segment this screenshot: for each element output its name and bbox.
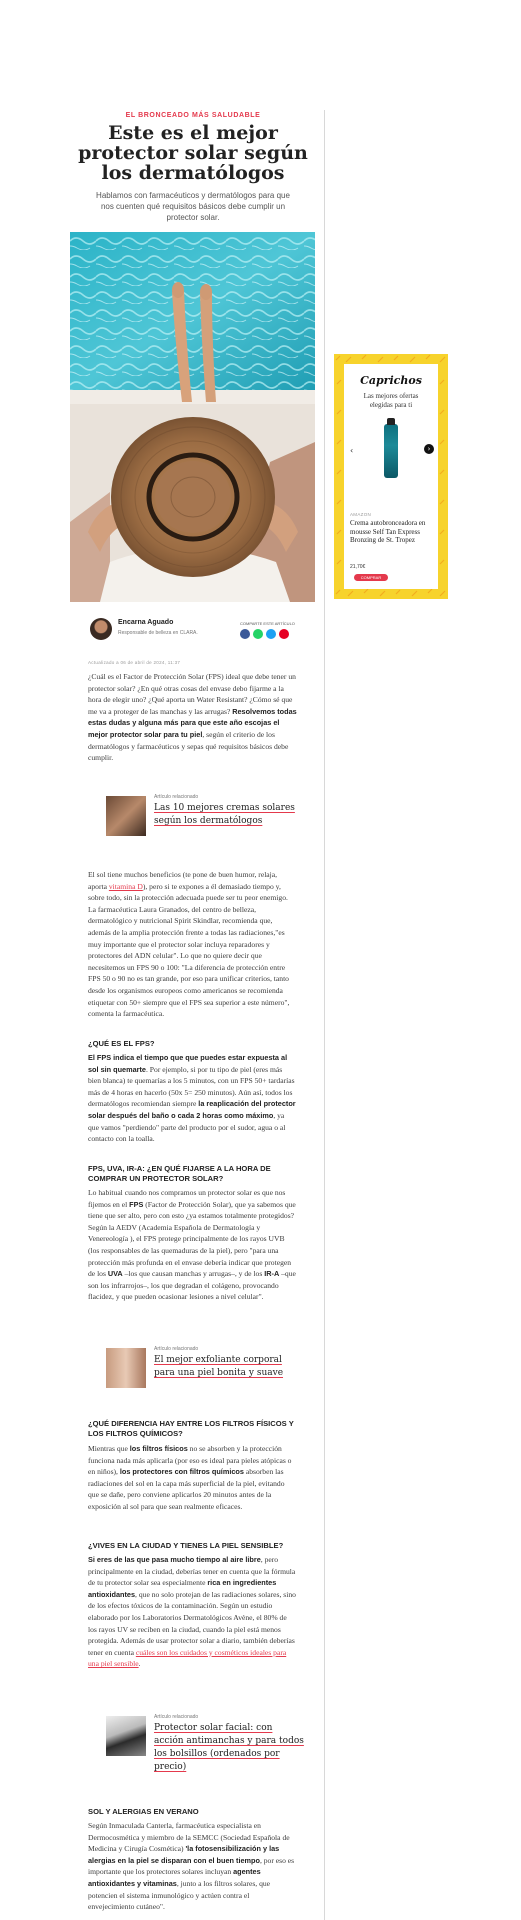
paragraph-ciudad: Si eres de las que pasa mucho tiempo al aire libre, pero principalmente en la ciudad, deberías tener en cuenta que la fórmula de tu protector solar sea especialmente rica en ingredientes antioxidantes, que no solo protejan de las radiaciones solares, sino de los efectos tóxicos de la contaminación. Según un estudio elaborado por los Laboratorios Dermatológicos Avène, el 80% de los rayos UV se reciben en la ciudad, cuando la piel está menos protegida. Además de usar protector solar a diario, también deberías tener en cuenta cuáles son los cuidados y cosméticos ideales para una piel sensible. (88, 1555, 296, 1669)
twitter-icon[interactable] (266, 629, 276, 639)
heading-fps-uva-ira: FPS, UVA, IR-A: ¿EN QUÉ FIJARSE A LA HORA DE COMPRAR UN PROTECTOR SOLAR? (88, 1164, 271, 1183)
related-kicker: Artículo relacionado (154, 1714, 199, 1720)
article-subtitle: Hablamos con farmacéuticos y dermatólogos para que nos cuenten qué requisitos básicos debe cumplir un protector solar. (96, 191, 290, 222)
hero-illustration (70, 232, 315, 602)
paragraph-filtros: Mientras que los filtros físicos no se absorben y la protección funciona nada más aplicarla (por eso es ideal para pieles atópicas o en niños), los protectores con filtros químicos absorben las radiaciones del sol en la capa más superficial de la piel, evitando que se dañe, pero conviene aplicarlos 20 minutos antes de la exposición al sol para que sean realmente eficaces. (88, 1444, 292, 1511)
related-title[interactable]: Las 10 mejores cremas solares según los dermatólogos (154, 803, 295, 826)
ad-product-name[interactable]: Crema autobronceadora en mousse Self Tan Express Bronzing de St. Tropez (350, 519, 426, 545)
related-kicker: Artículo relacionado (154, 794, 199, 800)
paragraph-sun-benefits: El sol tiene muchos beneficios (te pone de buen humor, relaja, aporta vitamina D), pero si te expones a él demasiado tiempo y, sobre todo, sin la protección adecuada puede ser tu peor enemigo. La farmacéutica Laura Granados, del centro de belleza, dermatológico y nutricional Spirit Skindlar, recomienda que, además de la amplia protección frente a todas las radiaciones,"es muy importante que el protector solar incluya reparadores y protectores del ADN celular". Lo que no quiere decir que necesitemos un FPS 90 o 100: "La diferencia de protección entre FPS 50 o 90 no es tan grande, por eso para unificar criterios, tanto desde los organismos europeos como americanos se recomienda etiquetar con 50+ siempre que el FPS sea superior a este número", comenta la farmacéutica. (88, 870, 290, 1019)
paragraph-alergias: Según Inmaculada Canterla, farmacéutica especialista en Dermocosmética y miembro de la SEMCC (Sociedad Española de Medicina y Cirugía Cosmética) 'la fotosensibilización y las alergias en la piel se disparan con el buen tiempo, por eso es importante que los protectores solares incluyan agentes antioxidantes y vitaminas, junto a los filtros solares, que potencien el sistema inmunológico y actúen contra el envejecimiento cutáneo". (88, 1821, 295, 1912)
heading-que-es-fps: ¿QUÉ ES EL FPS? (88, 1039, 155, 1048)
related-article-1[interactable] (106, 794, 306, 839)
related-kicker: Artículo relacionado (154, 1346, 199, 1352)
related-article-3[interactable] (106, 1714, 306, 1772)
heading-alergias: SOL Y ALERGIAS EN VERANO (88, 1807, 199, 1816)
chevron-right-icon[interactable]: › (424, 444, 434, 454)
related-article-2[interactable] (106, 1346, 306, 1391)
article-kicker[interactable]: EL BRONCEADO MÁS SALUDABLE (125, 112, 261, 119)
intro-paragraph: ¿Cuál es el Factor de Protección Solar (FPS) ideal que debe tener un protector solar? ¿En qué otras cosas del envase debo fijarme a la hora de elegir uno? ¿Qué aporta un Water Resistant? ¿Cómo sé que me va a proteger de las manchas y las arrugas? Resolvemos todas estas dudas y alguna más para que este año escojas el mejor protector solar para tu piel, según el criterio de los dermatólogos y farmacéuticos y sepas qué requisitos básicos debe cumplir. (88, 672, 297, 763)
related-thumb-1[interactable] (106, 796, 146, 836)
share-label: COMPARTE ESTE ARTÍCULO (240, 621, 295, 626)
ad-store: AMAZON (350, 512, 372, 517)
article-title: Este es el mejor protector solar según los dermatólogos (78, 122, 308, 184)
related-title[interactable]: El mejor exfoliante corporal para una piel bonita y suave (154, 1355, 284, 1378)
link-piel-sensible[interactable]: cuáles son los cuidados y cosméticos ideales para una piel sensible (88, 1647, 287, 1669)
heading-filtros: ¿QUÉ DIFERENCIA HAY ENTRE LOS FILTROS FÍSICOS Y LOS FILTROS QUÍMICOS? (88, 1419, 294, 1438)
related-thumb-2[interactable] (106, 1348, 146, 1388)
ad-card[interactable] (344, 364, 438, 589)
ad-title: Caprichos (360, 374, 422, 387)
paragraph-uva: Lo habitual cuando nos compramos un protector solar es que nos fijemos en el FPS (Factor de Protección Solar), que ya sabemos que tiene que ser alto, pero con esto ¿ya estamos totalmente protegidos? Según la AEDV (Academia Española de Dermatología y Venereología ), el FPS protege principalmente de los rayos UVB (los responsables de las quemaduras de la piel), pero "para una protección más profunda en el envase debería indicar que protegen de los UVA –los que causan manchas y arrugas–, y de los IR-A –que son los infrarrojos–, los que degradan el colágeno, provocando flacidez, y que pueden ocasionar lesiones a nivel celular". (88, 1188, 296, 1302)
author-avatar[interactable] (90, 618, 112, 640)
sidebar-ad-caprichos[interactable] (334, 354, 448, 599)
ad-subtitle: Las mejores ofertas elegidas para ti (363, 392, 419, 409)
link-vitamina-d[interactable]: vitamina D (108, 881, 143, 891)
related-title[interactable]: Protector solar facial: con acción antimanchas y para todos los bolsillos (ordenados por precio) (154, 1723, 304, 1772)
related-thumb-3[interactable] (106, 1716, 146, 1756)
whatsapp-icon[interactable] (253, 629, 263, 639)
ad-price: 21,70€ (350, 564, 366, 570)
ad-product-image[interactable] (384, 424, 398, 478)
facebook-icon[interactable] (240, 629, 250, 639)
author-name[interactable]: Encarna Aguado (118, 619, 174, 626)
paragraph-fps: El FPS indica el tiempo que que puedes estar expuesta al sol sin quemarte. Por ejemplo, si por tu tipo de piel (eres más bien blanca) te quemarías a los 5 minutos, con un FPS 50+ tardarías más de 4 horas en hacerlo (50x 5= 250 minutos). Aún así, todos los dermatólogos recomiendan siempre la reaplicación del protector solar después del baño o cada 2 horas como máximo, ya que vamos "perdiendo" parte del producto por el sudor, agua o al contacto con la toalla. (88, 1053, 296, 1144)
hero-image-woman-with-straw-hat-by-pool (70, 232, 315, 602)
updated-date: Actualizado a 06 de abril de 2024, 11:37 (88, 660, 181, 665)
column-divider (324, 110, 325, 1920)
author-role: Responsable de belleza en CLARA. (118, 630, 198, 636)
author-row (90, 616, 300, 646)
ad-buy-button[interactable]: COMPRAR (354, 574, 388, 581)
heading-ciudad: ¿VIVES EN LA CIUDAD Y TIENES LA PIEL SENSIBLE? (88, 1541, 284, 1550)
chevron-left-icon[interactable]: ‹ (350, 446, 354, 455)
pinterest-icon[interactable] (279, 629, 289, 639)
